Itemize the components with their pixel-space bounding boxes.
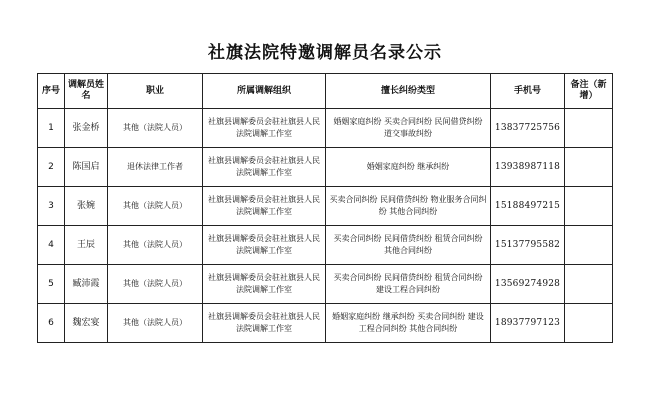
header-org: 所属调解组织 (203, 74, 326, 109)
table-row (38, 304, 613, 343)
cell-note (565, 187, 613, 226)
cell-occupation: 其他（法院人员） (108, 265, 203, 304)
cell-name: 魏宏宴 (65, 304, 108, 343)
cell-note (565, 265, 613, 304)
cell-name: 臧沛霞 (65, 265, 108, 304)
table-row (38, 265, 613, 304)
cell-index: 1 (38, 109, 65, 148)
cell-occupation: 其他（法院人员） (108, 187, 203, 226)
cell-org: 社旗县调解委员会驻社旗县人民法院调解工作室 (203, 265, 326, 304)
cell-note (565, 109, 613, 148)
cell-note (565, 148, 613, 187)
table-body (38, 109, 613, 343)
header-occupation: 职业 (108, 74, 203, 109)
table-row (38, 226, 613, 265)
header-specialty: 擅长纠纷类型 (326, 74, 491, 109)
cell-specialty: 买卖合同纠纷 民间借贷纠纷 租赁合同纠纷 其他合同纠纷 (326, 226, 491, 265)
cell-index: 3 (38, 187, 65, 226)
cell-specialty: 婚姻家庭纠纷 继承纠纷 买卖合同纠纷 建设工程合同纠纷 其他合同纠纷 (326, 304, 491, 343)
cell-org: 社旗县调解委员会驻社旗县人民法院调解工作室 (203, 304, 326, 343)
cell-org: 社旗县调解委员会驻社旗县人民法院调解工作室 (203, 226, 326, 265)
cell-org: 社旗县调解委员会驻社旗县人民法院调解工作室 (203, 148, 326, 187)
cell-note (565, 226, 613, 265)
cell-phone: 15137795582 (491, 226, 565, 265)
cell-specialty: 买卖合同纠纷 民间借贷纠纷 物业服务合同纠纷 其他合同纠纷 (326, 187, 491, 226)
header-name: 调解员姓名 (65, 74, 108, 109)
cell-specialty: 买卖合同纠纷 民间借贷纠纷 租赁合同纠纷 建设工程合同纠纷 (326, 265, 491, 304)
cell-index: 2 (38, 148, 65, 187)
cell-occupation: 其他（法院人员） (108, 109, 203, 148)
cell-index: 4 (38, 226, 65, 265)
cell-phone: 15188497215 (491, 187, 565, 226)
cell-name: 陈国启 (65, 148, 108, 187)
cell-occupation: 退休法律工作者 (108, 148, 203, 187)
cell-name: 张金桥 (65, 109, 108, 148)
header-index: 序号 (38, 74, 65, 109)
cell-name: 张婉 (65, 187, 108, 226)
cell-specialty: 婚姻家庭纠纷 买卖合同纠纷 民间借贷纠纷 道交事故纠纷 (326, 109, 491, 148)
header-row (38, 74, 613, 109)
table-row (38, 187, 613, 226)
cell-phone: 13569274928 (491, 265, 565, 304)
cell-phone: 13837725756 (491, 109, 565, 148)
cell-occupation: 其他（法院人员） (108, 226, 203, 265)
table-row (38, 148, 613, 187)
cell-note (565, 304, 613, 343)
cell-name: 王辰 (65, 226, 108, 265)
cell-phone: 13938987118 (491, 148, 565, 187)
cell-phone: 18937797123 (491, 304, 565, 343)
cell-index: 5 (38, 265, 65, 304)
header-note: 备注（新增） (565, 74, 613, 109)
cell-org: 社旗县调解委员会驻社旗县人民法院调解工作室 (203, 187, 326, 226)
cell-index: 6 (38, 304, 65, 343)
table-header (38, 74, 613, 109)
page-title: 社旗法院特邀调解员名录公示 (208, 43, 442, 63)
cell-org: 社旗县调解委员会驻社旗县人民法院调解工作室 (203, 109, 326, 148)
cell-specialty: 婚姻家庭纠纷 继承纠纷 (326, 148, 491, 187)
mediator-roster-table (37, 73, 613, 343)
header-phone: 手机号 (491, 74, 565, 109)
cell-occupation: 其他（法院人员） (108, 304, 203, 343)
table-row (38, 109, 613, 148)
